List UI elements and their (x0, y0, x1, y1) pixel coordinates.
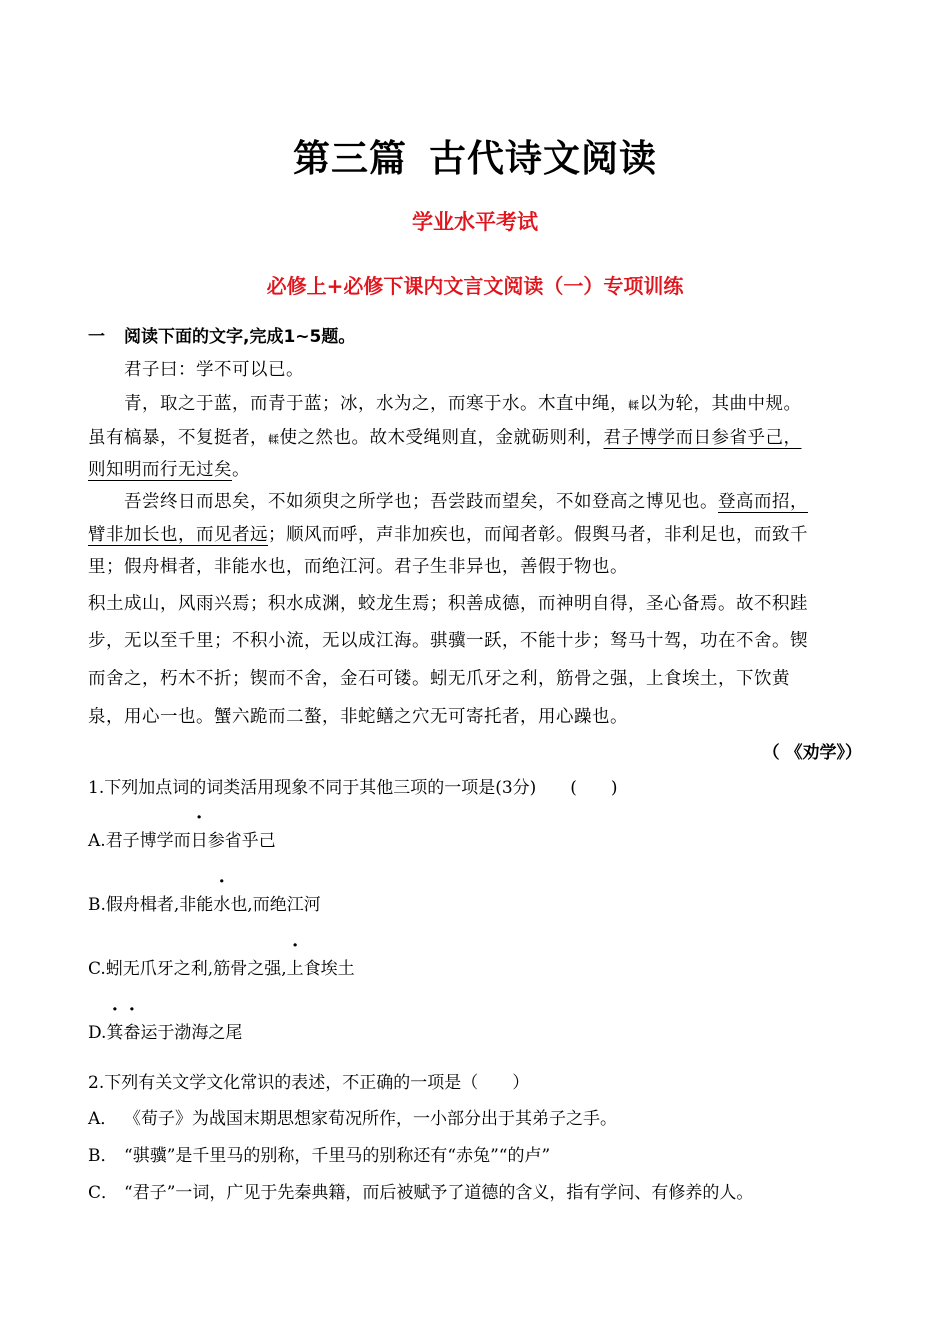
question-2-option-c[interactable]: C． “君子”一词，广见于先秦典籍，而后被赋予了道德的含义，指有学问、有修养的人。 (88, 1183, 754, 1203)
question-1-stem: 1.下列加点词的词类活用现象不同于其他三项的一项是(3分) ( ) (88, 778, 618, 798)
exam-subtitle: 学业水平考试 (412, 210, 538, 234)
passage-line: 则知明而行无过矣。 (88, 460, 250, 480)
question-2-option-a[interactable]: A． 《荀子》为战国末期思想家荀况所作，一小部分出于其弟子之手。 (88, 1109, 617, 1129)
passage-line: 虽有槁暴，不复挺者，輮使之然也。故木受绳则直，金就砺则利，君子博学而日参省乎己， (88, 428, 802, 448)
question-2-option-b[interactable]: B． “骐骥”是千里马的别称，千里马的别称还有“赤兔”“的卢” (88, 1146, 551, 1166)
section-heading: 一 阅读下面的文字,完成1~5题。 (88, 327, 356, 347)
source-citation: （ 《劝学》） (762, 743, 862, 763)
passage-line: 青，取之于蓝，而青于蓝；冰，水为之，而寒于水。木直中绳，輮以为轮，其曲中规。 (124, 394, 802, 414)
passage-line: 君子曰：学不可以已。 (124, 360, 304, 380)
question-1-option-c[interactable]: C.蚓无爪牙之利,筋骨之强,上食埃土 (88, 959, 355, 979)
passage-line: 泉，用心一也。蟹六跪而二螯，非蛇鳝之穴无可寄托者，用心躁也。 (88, 707, 628, 727)
question-1-option-d[interactable]: D.箕畚运于渤海之尾 (88, 1023, 243, 1043)
question-1-option-b[interactable]: B.假舟楫者,非能水也,而绝江河 (88, 895, 321, 915)
training-subtitle: 必修上+必修下课内文言文阅读（一）专项训练 (266, 274, 684, 298)
question-2-stem: 2.下列有关文学文化常识的表述，不正确的一项是（ ） (88, 1073, 530, 1093)
passage-line: 里；假舟楫者，非能水也，而绝江河。君子生非异也，善假于物也。 (88, 557, 628, 577)
passage-line: 吾尝终日而思矣，不如须臾之所学也；吾尝跂而望矣，不如登高之博见也。登高而招， (124, 492, 808, 512)
passage-line: 臂非加长也，而见者远；顺风而呼，声非加疾也，而闻者彰。假舆马者，非利足也，而致千 (88, 525, 808, 545)
passage-line: 而舍之，朽木不折；锲而不舍，金石可镂。蚓无爪牙之利，筋骨之强，上食埃土，下饮黄 (88, 669, 790, 689)
passage-line: 积土成山，风雨兴焉；积水成渊，蛟龙生焉；积善成德，而神明自得，圣心备焉。故不积跬 (88, 594, 808, 614)
question-1-option-a[interactable]: A.君子博学而日参省乎己 (88, 831, 276, 851)
page-title: 第三篇 古代诗文阅读 (293, 136, 657, 180)
passage-line: 步，无以至千里；不积小流，无以成江海。骐骥一跃，不能十步；驽马十驾，功在不舍。锲 (88, 631, 808, 651)
